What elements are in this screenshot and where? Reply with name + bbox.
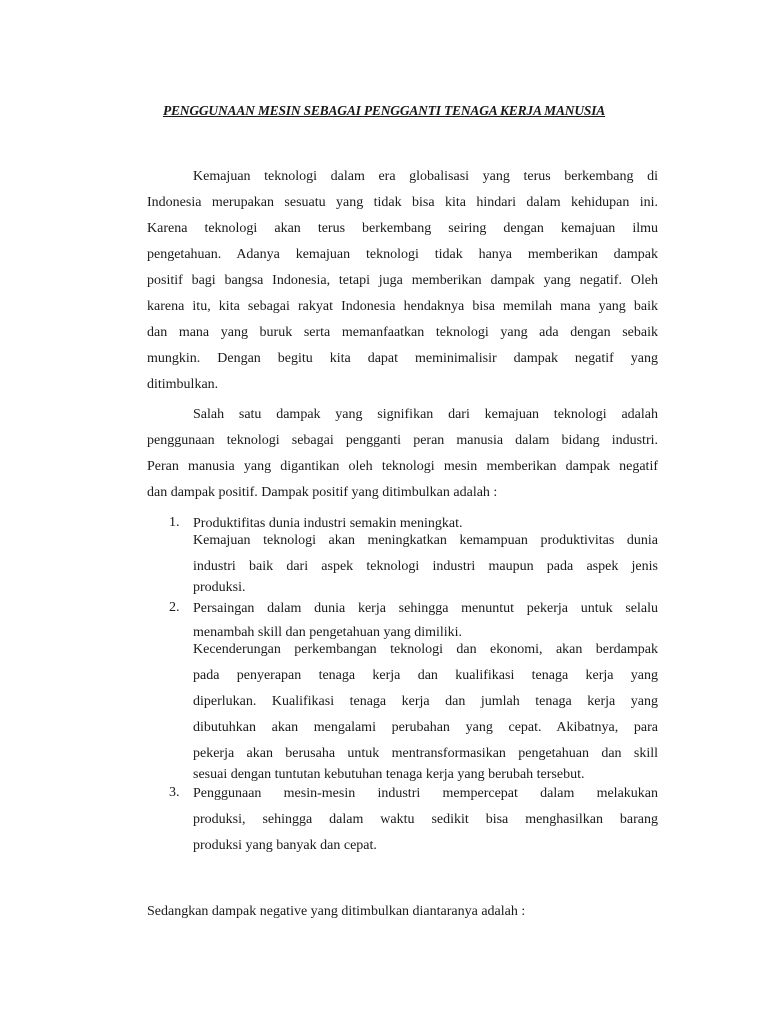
list-number: 1. (169, 515, 180, 530)
list-detail: sesuai dengan tuntutan kebutuhan tenaga kerja yang berubah tersebut. (193, 767, 585, 782)
text-line: ditimbulkan. (147, 377, 219, 392)
closing-sentence: Sedangkan dampak negative yang ditimbulkan diantaranya adalah : (147, 904, 526, 919)
list-heading: produksi yang banyak dan cepat. (193, 838, 377, 853)
list-heading: Penggunaan mesin-mesin industri mempercepat dalam melakukan (193, 786, 658, 801)
paragraph-impact (147, 402, 658, 506)
text-line: Karena teknologi akan terus berkembang seiring dengan kemajuan ilmu (147, 221, 658, 236)
list-detail: pekerja akan berusaha untuk mentransformasikan pengetahuan dan skill (193, 746, 658, 761)
list-detail: pada penyerapan tenaga kerja dan kualifikasi tenaga kerja yang (193, 668, 658, 683)
text-line: karena itu, kita sebagai rakyat Indonesia hendaknya bisa memilah mana yang baik (147, 299, 658, 314)
document-title: PENGGUNAAN MESIN SEBAGAI PENGGANTI TENAGA KERJA MANUSIA (162, 103, 606, 118)
paragraph-intro (147, 164, 658, 398)
text-line: positif bagi bangsa Indonesia, tetapi juga memberikan dampak yang negatif. Oleh (147, 273, 658, 288)
list-detail: diperlukan. Kualifikasi tenaga kerja dan jumlah tenaga kerja yang (193, 694, 658, 709)
text-line: mungkin. Dengan begitu kita dapat meminimalisir dampak negatif yang (147, 351, 658, 366)
text-line: dan mana yang buruk serta memanfaatkan teknologi yang ada dengan sebaik (147, 325, 658, 340)
list-heading: Produktifitas dunia industri semakin meningkat. (193, 516, 463, 531)
list-detail: Kecenderungan perkembangan teknologi dan ekonomi, akan berdampak (193, 642, 658, 657)
list-number: 3. (169, 785, 180, 800)
list-number: 2. (169, 600, 180, 615)
text-line: Indonesia merupakan sesuatu yang tidak bisa kita hindari dalam kehidupan ini. (147, 195, 658, 210)
text-line: Peran manusia yang digantikan oleh teknologi mesin memberikan dampak negatif (147, 459, 658, 474)
list-detail: dibutuhkan akan mengalami perubahan yang cepat. Akibatnya, para (193, 720, 658, 735)
text-line: Kemajuan teknologi dalam era globalisasi yang terus berkembang di (193, 169, 658, 184)
text-line: penggunaan teknologi sebagai pengganti peran manusia dalam bidang industri. (147, 433, 658, 448)
list-detail: industri baik dari aspek teknologi industri maupun pada aspek jenis (193, 559, 658, 574)
list-detail: produksi. (193, 580, 246, 595)
list-heading: menambah skill dan pengetahuan yang dimiliki. (193, 625, 463, 640)
list-detail: Kemajuan teknologi akan meningkatkan kemampuan produktivitas dunia (193, 533, 658, 548)
text-line: pengetahuan. Adanya kemajuan teknologi tidak hanya memberikan dampak (147, 247, 658, 262)
list-heading: Persaingan dalam dunia kerja sehingga menuntut pekerja untuk selalu (193, 601, 658, 616)
text-line: Salah satu dampak yang signifikan dari kemajuan teknologi adalah (193, 407, 658, 422)
list-heading: produksi, sehingga dalam waktu sedikit bisa menghasilkan barang (193, 812, 658, 827)
text-line: dan dampak positif. Dampak positif yang ditimbulkan adalah : (147, 485, 498, 500)
